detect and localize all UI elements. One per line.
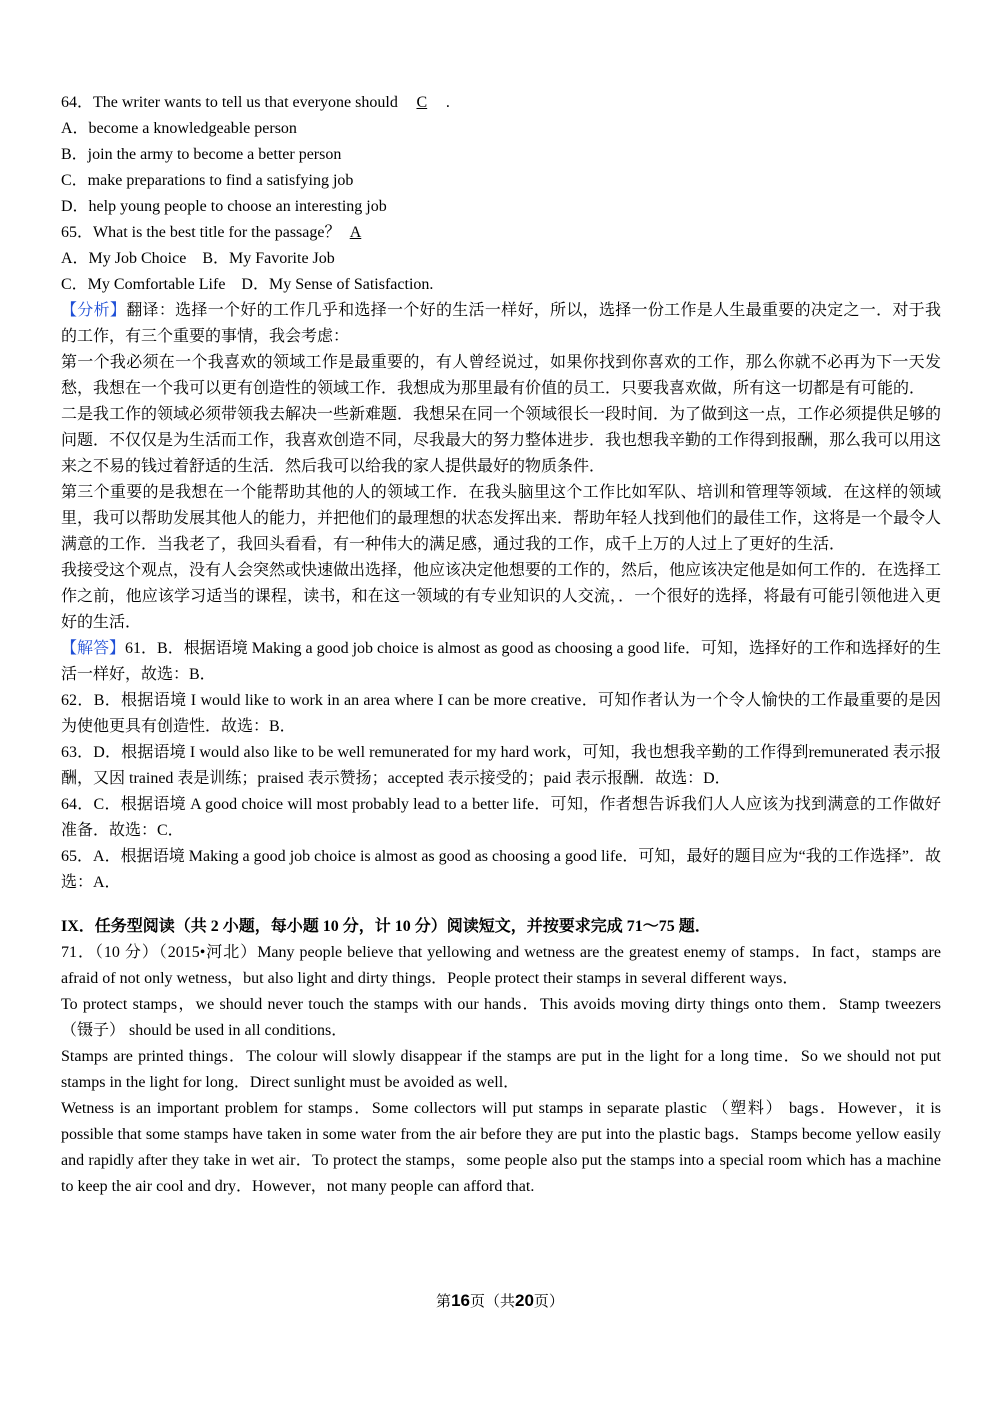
question-65-options-line1: A．My Job Choice B．My Favorite Job: [61, 250, 335, 267]
analysis-paragraph-1: [61, 298, 941, 350]
solution-label: 【解答】: [61, 640, 126, 657]
question-64-answer: C: [416, 94, 428, 111]
page-content: [61, 90, 941, 1200]
question-64-option-b: B．join the army to become a better person: [61, 146, 342, 163]
footer-page-number: 16: [451, 1291, 470, 1310]
footer-suffix: 页）: [533, 1294, 564, 1310]
solution-paragraph-64: 64．C．根据语境 A good choice will most probably lead to a better life．可知，作者想告诉我们人人应该为找到满意的工作做好准备．故选：C．: [61, 796, 941, 839]
solution-text-61: 61．B．根据语境 Making a good job choice is almost as good as choosing a good life．可知，选择好的工作和选择好的生活一样好，故选：B．: [61, 640, 941, 683]
page-footer: [0, 1290, 1000, 1311]
passage-71-paragraph-3: Stamps are printed things．The colour will slowly disappear if the stamps are put in the light for a long time．So we should not put stamps in the light for long．Direct sunlight must be avoided as well．: [61, 1048, 942, 1091]
analysis-paragraph-3: 二是我工作的领域必须带领我去解决一些新难题．我想呆在同一个领域很长一段时间．为了做到这一点，工作必须提供足够的问题．不仅仅是为生活而工作，我喜欢创造不同，尽我最大的努力整体进步．我也想我辛勤的工作得到报酬，那么我可以用这来之不易的钱过着舒适的生活．然后我可以给我的家人提供最好的物质条件．: [61, 406, 942, 475]
question-64-suffix: .: [445, 94, 450, 111]
question-64-option-c: C．make preparations to find a satisfying job: [61, 172, 354, 189]
passage-71-paragraph-1: 71．（10 分）（2015•河北）Many people believe that yellowing and wetness are the greatest enemy of stamps．In fact，stamps are afraid of not only wetness，but also light and dirty things．People protect their stamps in several different ways．: [61, 944, 941, 987]
footer-middle: 页（共: [469, 1294, 515, 1310]
analysis-paragraph-5: 我接受这个观点，没有人会突然或快速做出选择，他应该决定他想要的工作的，然后，他应该决定他是如何工作的．在选择工作之前，他应该学习适当的课程，读书，和在这一领域的有专业知识的人交流，．一个很好的选择，将最有可能引领他进入更好的生活．: [61, 562, 942, 631]
question-64-option-a: A．become a knowledgeable person: [61, 120, 297, 137]
analysis-text: 翻译：选择一个好的工作几乎和选择一个好的生活一样好，所以，选择一份工作是人生最重要的决定之一．对于我的工作，有三个重要的事情，我会考虑：: [61, 302, 941, 345]
footer-prefix: 第: [436, 1294, 452, 1310]
analysis-paragraph-2: 第一个我必须在一个我喜欢的领域工作是最重要的，有人曾经说过，如果你找到你喜欢的工作，那么你就不必再为下一天发愁，我想在一个我可以更有创造性的领域工作．我想成为那里最有价值的员工．只要我喜欢做，所有这一切都是有可能的．: [61, 354, 941, 397]
footer-total-pages: 20: [515, 1291, 534, 1310]
passage-71-paragraph-4: Wetness is an important problem for stamps．Some collectors will put stamps in separate plastic （塑料） bags．However，it is possible that some stamps have taken in some water from the air before they are put into the plastic bags．Stamps become yellow easily and rapidly after they take in wet air．To protect the stamps，some people also put the stamps into a special room which has a machine to keep the air cool and dry．However，not many people can afford that.: [61, 1100, 941, 1195]
solution-paragraph-61: [61, 636, 941, 688]
analysis-paragraph-4: 第三个重要的是我想在一个能帮助其他的人的领域工作．在我头脑里这个工作比如军队、培训和管理等领域．在这样的领域里，我可以帮助发展其他人的能力，并把他们的最理想的状态发挥出来．帮助年轻人找到他们的最佳工作，这将是一个最令人满意的工作．当我老了，我回头看看，有一种伟大的满足感，通过我的工作，成千上万的人过上了更好的生活．: [61, 484, 942, 553]
solution-paragraph-65: 65．A．根据语境 Making a good job choice is almost as good as choosing a good life．可知，最好的题目应为“我的工作选择”．故选：A．: [61, 848, 941, 891]
solution-paragraph-62: 62．B．根据语境 I would like to work in an area where I can be more creative．可知作者认为一个令人愉快的工作最重要的是因为使他更具有创造性．故选：B．: [61, 692, 941, 735]
question-65-options-line2: C．My Comfortable Life D．My Sense of Satisfaction.: [61, 276, 434, 293]
question-64-option-d: D．help young people to choose an interesting job: [61, 198, 387, 215]
question-65-answer: A: [349, 224, 362, 241]
passage-71-paragraph-2: To protect stamps，we should never touch the stamps with our hands．This avoids moving dirty things onto them．Stamp tweezers （镊子） should be used in all conditions．: [61, 996, 941, 1039]
question-64-text: 64．The writer wants to tell us that everyone should: [61, 94, 398, 111]
solution-paragraph-63: 63．D．根据语境 I would also like to be well remunerated for my hard work，可知，我也想我辛勤的工作得到remunerated 表示报酬，又因 trained 表是训练；praised 表示赞扬；accepted 表示接受的；paid 表示报酬．故选：D．: [61, 744, 941, 787]
question-65-stem: [61, 220, 941, 246]
question-65-text: 65．What is the best title for the passage？: [61, 224, 341, 241]
question-64-stem: [61, 90, 941, 116]
analysis-label: 【分析】: [61, 302, 127, 319]
section-9-title: IX．任务型阅读（共 2 小题，每小题 10 分，计 10 分）阅读短文，并按要求完成 71～75 题．: [61, 918, 711, 935]
